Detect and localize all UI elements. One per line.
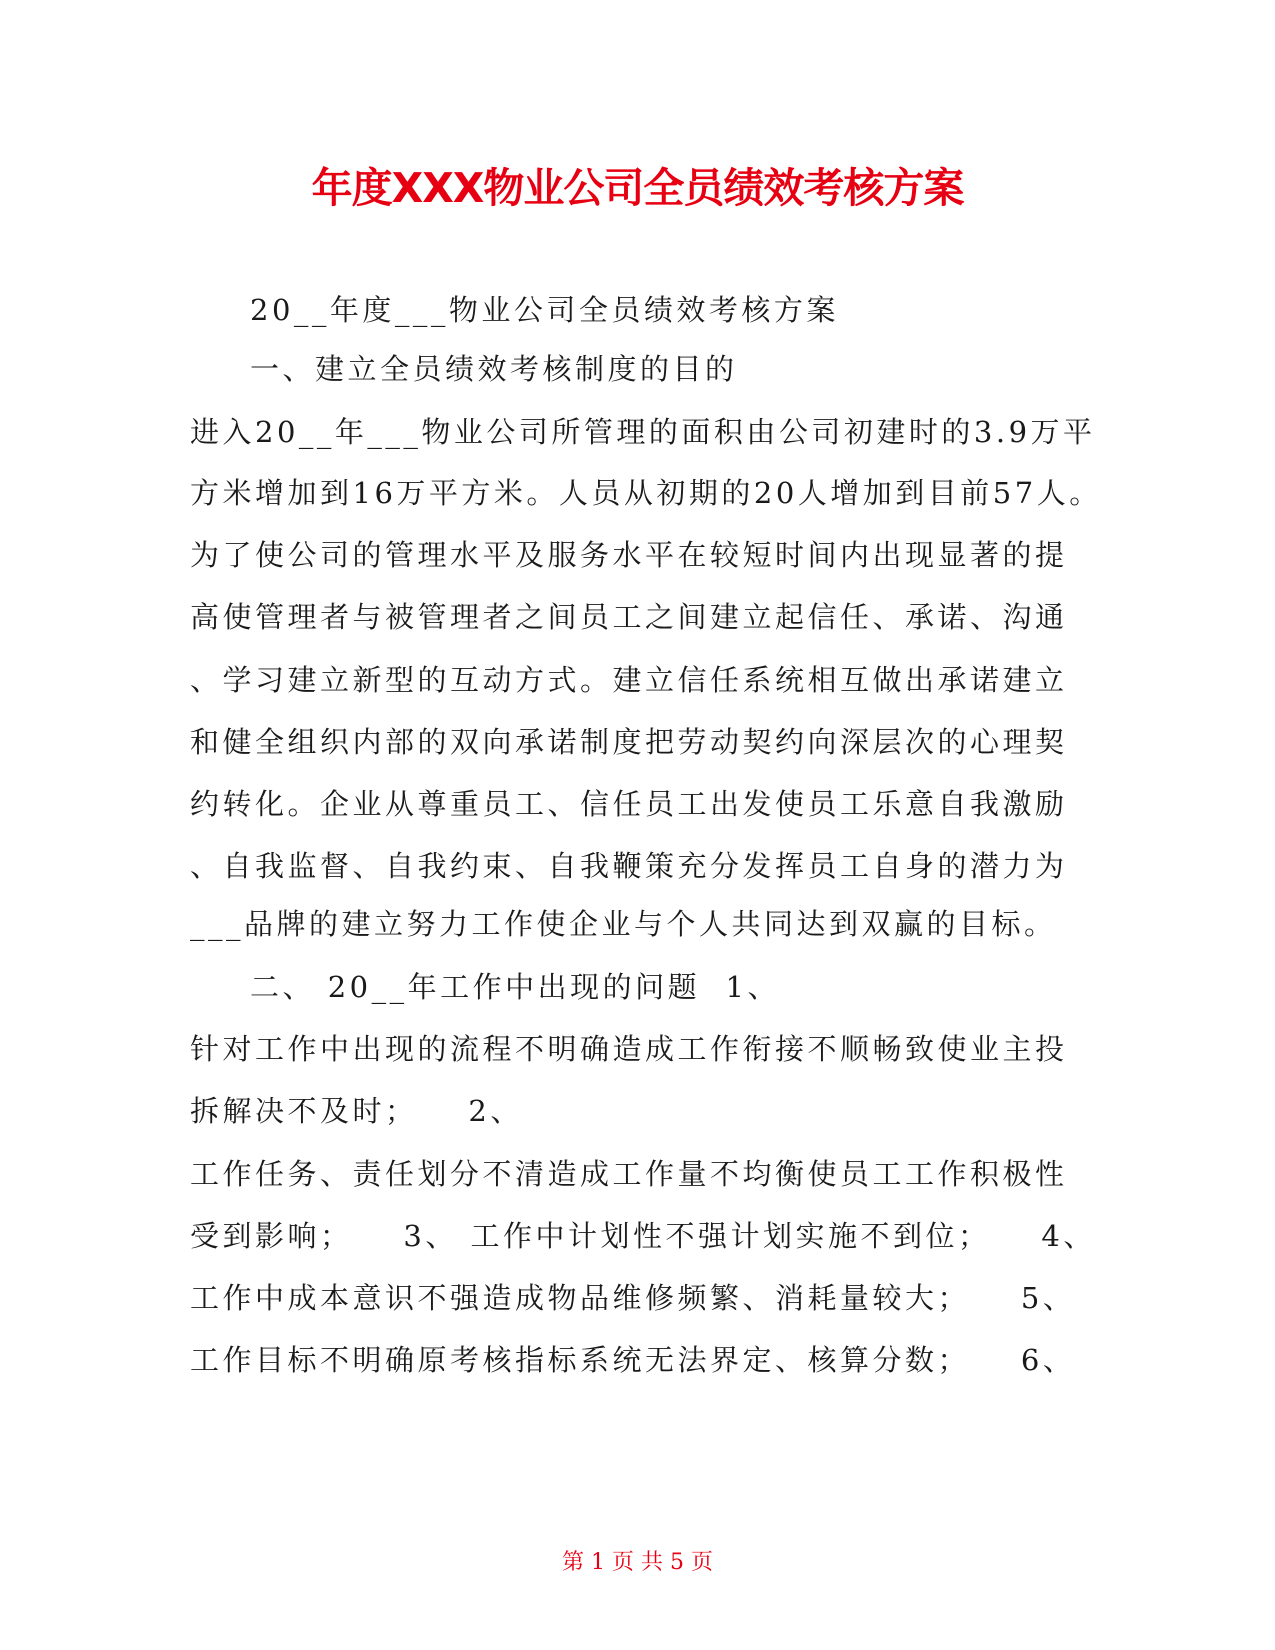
subtitle-line: 20__年度___物业公司全员绩效考核方案 (250, 293, 839, 327)
body-line: 工作中成本意识不强造成物品维修频繁、消耗量较大； 5、 (190, 1281, 1076, 1315)
section-heading-2: 二、 20__年工作中出现的问题 1、 (250, 970, 781, 1004)
document-title: 年度XXX物业公司全员绩效考核方案 (311, 164, 964, 212)
page-indicator: 第 1 页 共 5 页 (562, 1550, 713, 1575)
body-line: 、自我监督、自我约束、自我鞭策充分发挥员工自身的潜力为 (190, 849, 1068, 883)
body-line: 进入20__年___物业公司所管理的面积由公司初建时的3.9万平 (190, 415, 1096, 449)
body-line: 拆解决不及时； 2、 (190, 1094, 523, 1128)
body-line: 工作任务、责任划分不清造成工作量不均衡使员工工作积极性 (190, 1157, 1068, 1191)
body-line: 为了使公司的管理水平及服务水平在较短时间内出现显著的提 (190, 538, 1068, 572)
body-line: 受到影响； 3、 工作中计划性不强计划实施不到位； 4、 (190, 1219, 1096, 1253)
section-heading-1: 一、建立全员绩效考核制度的目的 (250, 352, 738, 386)
body-line: 针对工作中出现的流程不明确造成工作衔接不顺畅致使业主投 (190, 1032, 1068, 1066)
body-line: 约转化。企业从尊重员工、信任员工出发使员工乐意自我激励 (190, 787, 1068, 821)
body-line: 高使管理者与被管理者之间员工之间建立起信任、承诺、沟通 (190, 600, 1068, 634)
body-line: 方米增加到16万平方米。人员从初期的20人增加到目前57人。 (190, 476, 1102, 510)
body-line: 、学习建立新型的互动方式。建立信任系统相互做出承诺建立 (190, 663, 1068, 697)
body-line: 工作目标不明确原考核指标系统无法界定、核算分数； 6、 (190, 1343, 1076, 1377)
body-line: ___品牌的建立努力工作使企业与个人共同达到双赢的目标。 (190, 907, 1057, 941)
body-line: 和健全组织内部的双向承诺制度把劳动契约向深层次的心理契 (190, 725, 1068, 759)
